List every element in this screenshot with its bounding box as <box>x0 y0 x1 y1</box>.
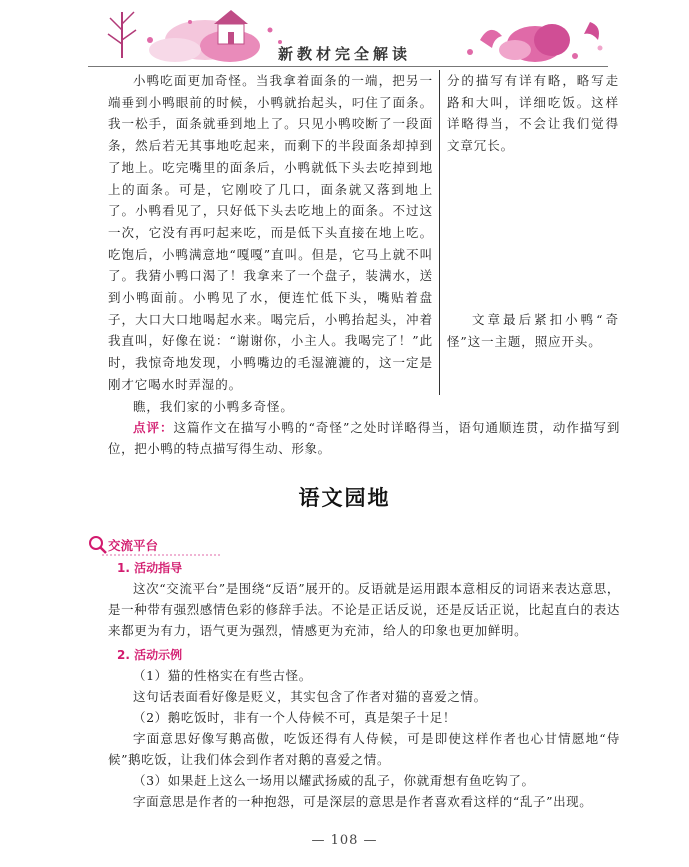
example-1: （1）猫的性格实在有些古怪。 <box>133 668 312 683</box>
side-note-1-text: 分的描写有详有略，略写走路和大叫，详细吃饭。这样详略得当，不会让我们觉得文章冗长。 <box>447 73 619 154</box>
example-3: （3）如果赶上这么一场用以耀武扬威的乱子，你就甭想有鱼吃钩了。 <box>133 773 535 788</box>
example-3-note: 字面意思是作者的一种抱怨，可是深层的意思是作者喜欢看这样的“乱子”出现。 <box>133 794 593 809</box>
page-header <box>0 0 689 72</box>
essay-paragraph-1: 小鸭吃面更加奇怪。当我拿着面条的一端，把另一端垂到小鸭眼前的时候，小鸭就抬起头，叼住了面条。我一松手，面条就垂到地上了。只见小鸭咬断了一段面条，然后若无其事地吃起来，而剩下的半段面条却掉到了地上。吃完嘴里的面条后，小鸭就低下头去吃掉到地上的面条。可是，它刚咬了几口，面条就又落到地上了。小鸭看见了，只好低下头去吃地上的面条。不过这一次，它没有再叼起来吃，而是低下头直接在地上吃。吃饱后，小鸭满意地“嘎嘎”直叫。但是，它马上就不叫了。我猜小鸭口渴了！我拿来了一个盘子，装满水，送到小鸭面前。小鸭见了水，便连忙低下头，嘴贴着盘子，大口大口地喝起水来。喝完后，小鸭抬起头，冲着我直叫，好像在说：“谢谢你，小主人。我喝完了！”此时，我惊奇地发现，小鸭嘴边的毛湿漉漉的，这一定是刚才它喝水时弄湿的。 <box>108 73 433 392</box>
guide-paragraph <box>108 578 620 641</box>
example-1-note: 这句话表面看好像是贬义，其实包含了作者对猫的喜爱之情。 <box>133 689 487 704</box>
side-note-2-text: 文章最后紧扣小鸭“奇怪”这一主题，照应开头。 <box>447 312 619 349</box>
example-2: （2）鹅吃饭时，非有一个人侍候不可，真是架子十足！ <box>133 710 456 725</box>
essay-body <box>108 70 433 417</box>
side-note-1 <box>447 70 619 157</box>
examples-block <box>108 665 620 812</box>
comment-text: 这篇作文在描写小鸭的“奇怪”之处时详略得当，语句通顺连贯，动作描写到位，把小鸭的特点描写得生动、形象。 <box>108 420 620 456</box>
platform-heading <box>88 535 288 555</box>
header-title: 新教材完全解读 <box>277 45 411 63</box>
comment-label: 点评： <box>133 420 174 435</box>
section-title: 语文园地 <box>298 485 391 510</box>
margin-divider <box>439 70 440 395</box>
guide-heading: 1. 活动指导 <box>117 561 183 575</box>
guide-text: 这次“交流平台”是围绕“反语”展开的。反语就是运用跟本意相反的词语来表达意思，是一种带有强烈感情色彩的修辞手法。不论是正话反说，还是反话正说，比起直白的表达来都更为有力，语气更为强烈，情感更为充沛，给人的印象也更加鲜明。 <box>108 581 620 638</box>
example-2-note: 字面意思好像写鹅高傲，吃饭还得有人侍候，可是即使这样作者也心甘情愿地“侍候”鹅吃饭，让我们体会到作者对鹅的喜爱之情。 <box>108 731 620 767</box>
essay-paragraph-2: 瞧，我们家的小鸭多奇怪。 <box>133 398 294 414</box>
platform-underline <box>102 552 222 558</box>
page-number: — 108 — <box>311 833 378 848</box>
platform-label: 交流平台 <box>108 538 159 553</box>
example-heading: 2. 活动示例 <box>117 648 183 662</box>
header-rule <box>88 66 608 67</box>
comment-block <box>108 417 620 459</box>
side-note-2 <box>447 309 619 352</box>
